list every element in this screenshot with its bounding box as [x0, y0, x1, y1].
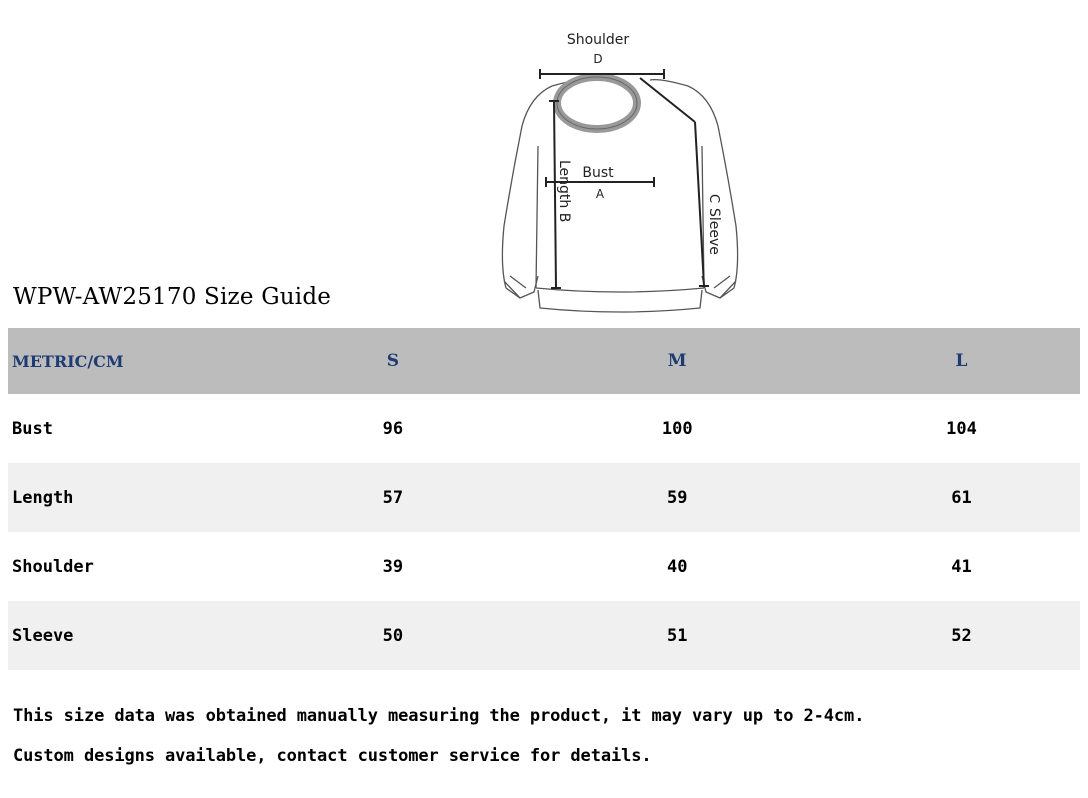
size-table	[8, 328, 1080, 670]
cell-s: 39	[382, 556, 404, 577]
cell-m: 100	[661, 418, 693, 439]
cell-l: 52	[951, 625, 972, 646]
header-size-m: M	[667, 351, 687, 371]
sleeve-label: Sleeve	[706, 208, 722, 255]
table-row-bust	[8, 394, 1080, 463]
bust-label: Bust	[582, 165, 614, 181]
sweatshirt-measurement-diagram	[490, 26, 750, 318]
row-label: Length	[12, 487, 74, 508]
row-label: Shoulder	[12, 556, 94, 577]
header-size-l: L	[955, 351, 968, 371]
bust-letter: A	[595, 187, 605, 201]
table-header-row	[8, 328, 1080, 394]
custom-design-note: Custom designs available, contact customer service for details.	[13, 746, 652, 766]
table-row-length	[8, 463, 1080, 532]
cell-m: 40	[666, 556, 688, 577]
row-label: Bust	[12, 418, 53, 439]
size-guide-title: WPW-AW25170 Size Guide	[13, 284, 332, 310]
length-label: Length B	[556, 160, 572, 223]
collar	[557, 77, 637, 129]
table-row-sleeve	[8, 601, 1080, 670]
header-size-s: S	[386, 351, 400, 371]
sleeve-letter: C	[706, 194, 721, 204]
measurement-note: This size data was obtained manually measuring the product, it may vary up to 2-4cm.	[13, 706, 865, 726]
cell-s: 57	[382, 487, 404, 508]
row-label: Sleeve	[12, 625, 74, 646]
cell-l: 104	[946, 418, 977, 439]
cell-l: 61	[951, 487, 972, 508]
cell-s: 96	[382, 418, 404, 439]
cell-m: 51	[666, 625, 688, 646]
header-metric: METRIC/CM	[12, 351, 124, 371]
cell-m: 59	[666, 487, 688, 508]
cell-s: 50	[382, 625, 404, 646]
shoulder-letter: D	[593, 52, 603, 66]
shoulder-label: Shoulder	[566, 32, 630, 48]
table-row-shoulder	[8, 532, 1080, 601]
cell-l: 41	[951, 556, 972, 577]
sweatshirt-outline	[502, 80, 737, 312]
